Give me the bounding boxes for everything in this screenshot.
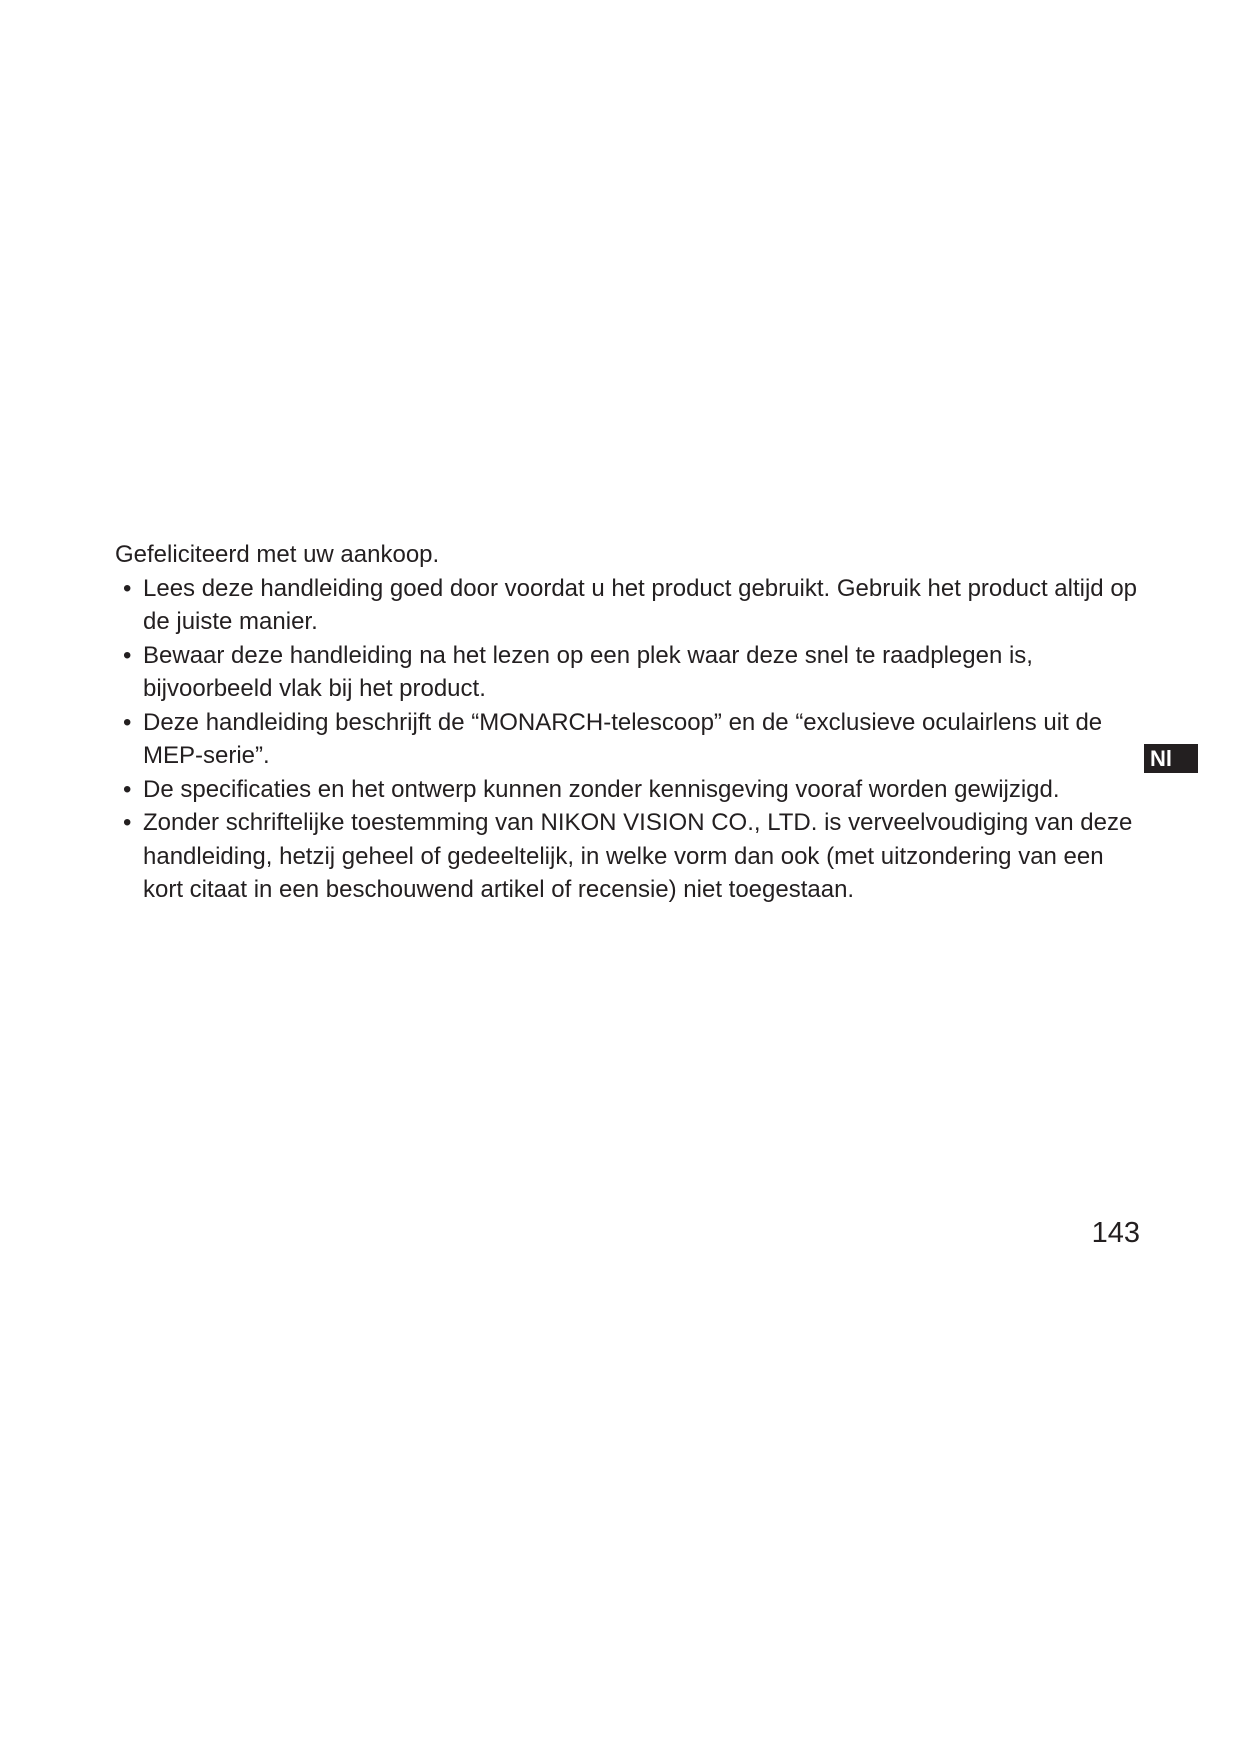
page-number: 143 <box>1091 1217 1140 1249</box>
list-item <box>115 572 1145 639</box>
list-item-text: Lees deze handleiding goed door voordat u het product gebruikt. Gebruik het product altijd op de juiste manier. <box>143 574 1138 635</box>
list-item <box>115 639 1145 706</box>
list-item <box>115 773 1145 807</box>
bullet-icon: • <box>123 775 132 803</box>
bullet-icon: • <box>123 641 132 669</box>
list-item <box>115 806 1145 907</box>
bullet-list <box>115 572 1145 907</box>
document-body <box>115 538 1145 907</box>
bullet-icon: • <box>123 809 132 836</box>
intro-text: Gefeliciteerd met uw aankoop. <box>115 541 440 568</box>
language-tab: Nl <box>1144 744 1198 773</box>
list-item-text: De specificaties en het ontwerp kunnen zonder kennisgeving vooraf worden gewijzigd. <box>143 775 1060 803</box>
bullet-icon: • <box>123 574 132 602</box>
list-item-text: Zonder schriftelijke toestemming van NIKON VISION CO., LTD. is verveelvoudiging van deze handleiding, hetzij geheel of gedeeltelijk, in welke vorm dan ook (met uitzondering van een kort citaat in een beschouwend artikel of recensie) niet toegestaan. <box>143 809 1133 903</box>
list-item-text: Bewaar deze handleiding na het lezen op een plek waar deze snel te raadplegen is, bijvoorbeeld vlak bij het product. <box>143 641 1033 702</box>
bullet-icon: • <box>123 708 132 736</box>
list-item-text: Deze handleiding beschrijft de “MONARCH-telescoop” en de “exclusieve oculairlens uit de MEP-serie”. <box>143 708 1103 769</box>
list-item <box>115 706 1145 773</box>
